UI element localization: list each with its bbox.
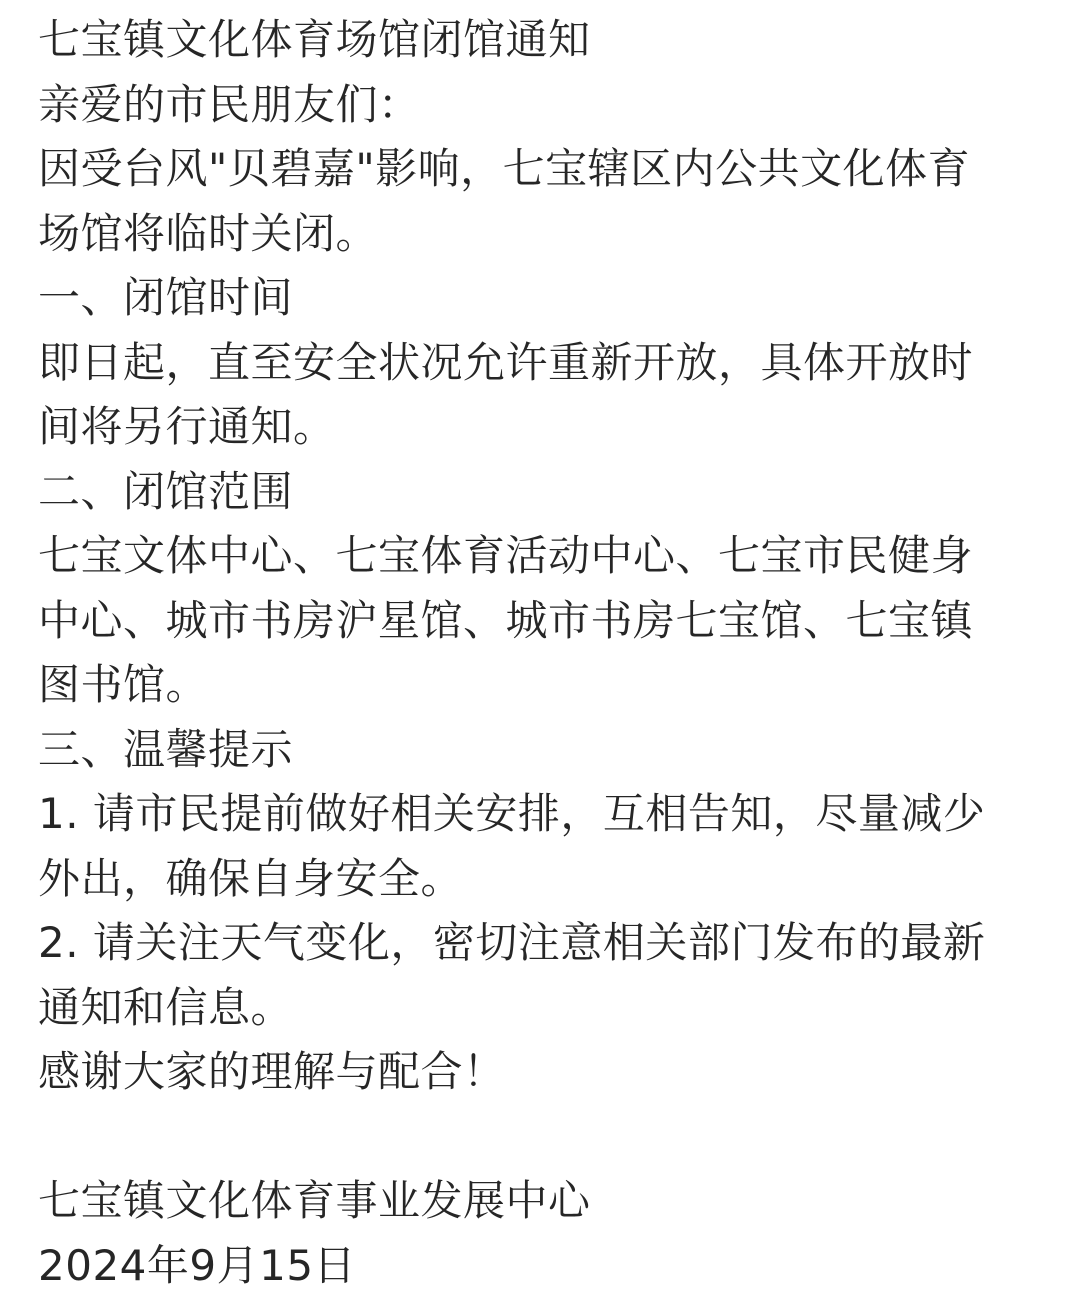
section-1-line-2: 间将另行通知。 xyxy=(38,395,1043,460)
issuer: 七宝镇文化体育事业发展中心 xyxy=(38,1169,1043,1234)
section-1-heading: 一、闭馆时间 xyxy=(38,266,1043,331)
section-2-line-2: 中心、城市书房沪星馆、城市书房七宝馆、七宝镇 xyxy=(38,589,1043,654)
section-3-heading: 三、温馨提示 xyxy=(38,718,1043,783)
section-2-line-1: 七宝文体中心、七宝体育活动中心、七宝市民健身 xyxy=(38,524,1043,589)
section-2-line-3: 图书馆。 xyxy=(38,653,1043,718)
notice-document xyxy=(38,8,1043,1298)
section-2-heading: 二、闭馆范围 xyxy=(38,460,1043,525)
tip-2-line-2: 通知和信息。 xyxy=(38,976,1043,1041)
tip-1-line-2: 外出，确保自身安全。 xyxy=(38,847,1043,912)
thanks-line: 感谢大家的理解与配合！ xyxy=(38,1040,1043,1105)
issue-date: 2024年9月15日 xyxy=(38,1234,1043,1298)
notice-title: 七宝镇文化体育场馆闭馆通知 xyxy=(38,8,1043,73)
spacer xyxy=(38,1105,1043,1170)
intro-line-1: 因受台风"贝碧嘉"影响，七宝辖区内公共文化体育 xyxy=(38,137,1043,202)
tip-1-line-1: 1. 请市民提前做好相关安排，互相告知，尽量减少 xyxy=(38,782,1043,847)
greeting: 亲爱的市民朋友们： xyxy=(38,73,1043,138)
intro-line-2: 场馆将临时关闭。 xyxy=(38,202,1043,267)
tip-2-line-1: 2. 请关注天气变化，密切注意相关部门发布的最新 xyxy=(38,911,1043,976)
section-1-line-1: 即日起，直至安全状况允许重新开放，具体开放时 xyxy=(38,331,1043,396)
